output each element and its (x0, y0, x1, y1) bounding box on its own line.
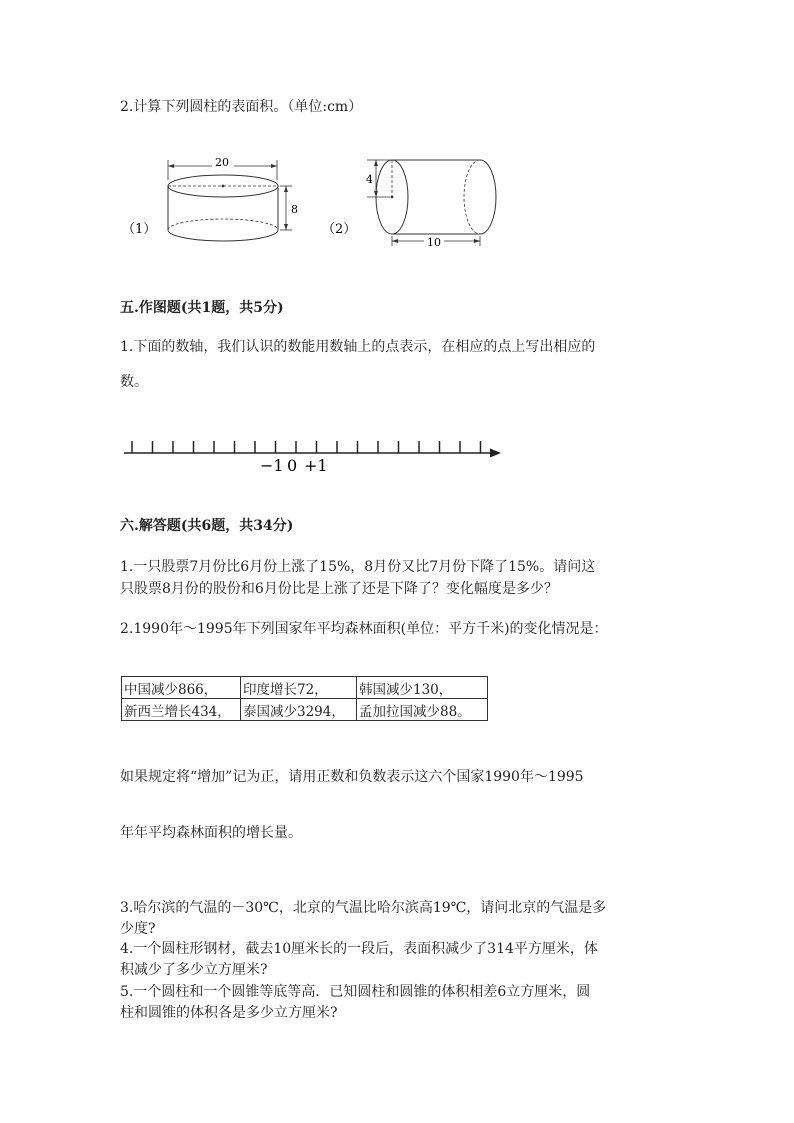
section-6-q2-line3: 年年平均森林面积的增长量。 (120, 825, 302, 841)
number-line-ticks (132, 441, 481, 453)
table-cell: 新西兰增长434， (122, 699, 241, 721)
fig2-length: 10 (427, 236, 441, 249)
section-5-q1-line1: 1.下面的数轴，我们认识的数能用数轴上的点表示，在相应的点上写出相应的 (120, 339, 596, 355)
section-5-title: 五.作图题(共1题，共5分) (120, 300, 284, 316)
section-5-q1-line2: 数。 (120, 374, 148, 390)
fig1-label: （1） (122, 222, 157, 237)
section-6-title: 六.解答题(共6题，共34分) (120, 518, 294, 534)
section-6-q4-line2: 积减少了多少立方厘米? (120, 962, 268, 978)
axis-label-zero: 0 (287, 456, 298, 475)
fig2-label: （2） (322, 222, 357, 237)
section-6-q1-line1: 1.一只股票7月份比6月份上涨了15%，8月份又比7月份下降了15%。请问这 (120, 559, 596, 575)
section-6-q5-line1: 5.一个圆柱和一个圆锥等底等高．已知圆柱和圆锥的体积相差6立方厘米，圆 (120, 984, 591, 1000)
fig1-height: 8 (291, 203, 298, 216)
table-cell: 中国减少866， (122, 677, 241, 699)
fig1-diameter: 20 (215, 156, 229, 169)
table-cell: 韩国减少130， (357, 677, 488, 699)
cylinder-figure-1 (120, 150, 305, 250)
table-cell: 泰国减少3294， (241, 699, 357, 721)
question-surface-area: 2.计算下列圆柱的表面积。（单位:cm） (120, 99, 363, 115)
section-6-q2-line1: 2.1990年～1995年下列国家年平均森林面积(单位：平方千米)的变化情况是： (120, 621, 608, 637)
table-row (122, 677, 488, 699)
axis-label-minus-one: −1 (260, 456, 284, 475)
section-6-q4-line1: 4.一个圆柱形钢材，截去10厘米长的一段后，表面积减少了314平方厘米，体 (120, 941, 598, 957)
section-6-q2-line2: 如果规定将“增加”记为正，请用正数和负数表示这六个国家1990年～1995 (120, 769, 584, 785)
fig2-diameter: 4 (366, 173, 373, 186)
table-cell: 印度增长72， (241, 677, 357, 699)
table-cell: 孟加拉国减少88。 (357, 699, 488, 721)
axis-label-plus-one: +1 (304, 456, 328, 475)
section-6-q1-line2: 只股票8月份的股份和6月份比是上涨了还是下降了？变化幅度是多少？ (120, 581, 558, 597)
cylinder-figure-2 (320, 150, 510, 250)
section-6-q3-line2: 少度? (120, 921, 156, 937)
section-6-q5-line2: 柱和圆锥的体积各是多少立方厘米? (120, 1005, 338, 1021)
table-row (122, 699, 488, 721)
section-6-q3-line1: 3.哈尔滨的气温的－30℃，北京的气温比哈尔滨高19℃，请问北京的气温是多 (120, 900, 607, 916)
number-line (118, 432, 508, 476)
forest-area-table (121, 676, 488, 721)
